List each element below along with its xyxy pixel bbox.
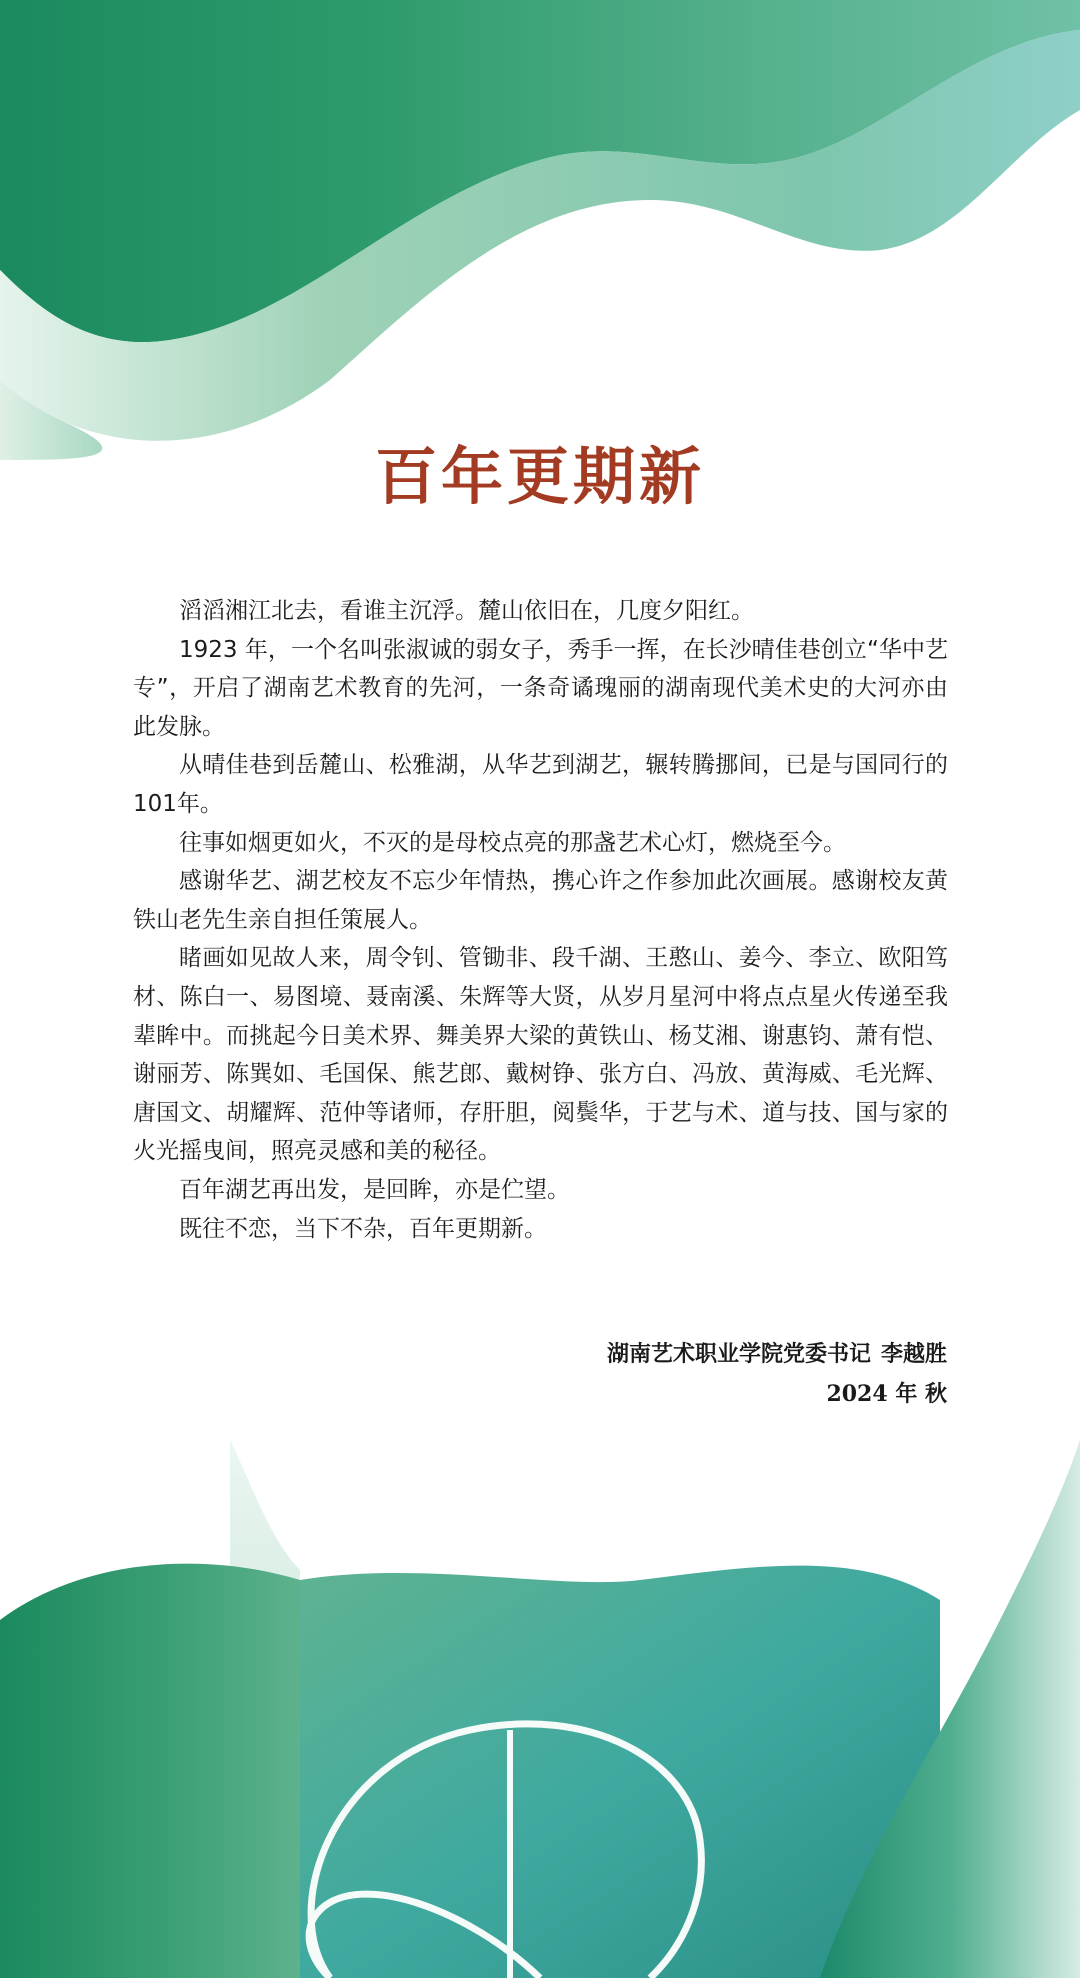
- paragraph: 感谢华艺、湖艺校友不忘少年情热，携心许之作参加此次画展。感谢校友黄铁山老先生亲自担任策展人。: [133, 868, 948, 933]
- bottom-wave-decoration: [0, 1440, 1080, 1978]
- paragraph: 百年湖艺再出发，是回眸，亦是伫望。: [179, 1176, 570, 1203]
- paragraph: 既往不恋，当下不杂，百年更期新。: [179, 1215, 547, 1242]
- paragraph: 1923 年，一个名叫张淑诚的弱女子，秀手一挥，在长沙晴佳巷创立“华中艺专”，开启了湖南艺术教育的先河，一条奇谲瑰丽的湖南现代美术史的大河亦由此发脉。: [133, 636, 948, 740]
- bottom-wave-center: [300, 1566, 940, 1978]
- signature-name: 李越胜: [880, 1341, 947, 1367]
- paragraph: 往事如烟更如火，不灭的是母校点亮的那盏艺术心灯，燃烧至今。: [179, 829, 846, 856]
- signature-date: 2024 年 秋: [826, 1381, 947, 1407]
- paragraph: 从晴佳巷到岳麓山、松雅湖，从华艺到湖艺，辗转腾挪间，已是与国同行的101年。: [133, 752, 948, 817]
- paragraph: 睹画如见故人来，周令钊、管锄非、段千湖、王憨山、姜今、李立、欧阳笃材、陈白一、易图境、聂南溪、朱辉等大贤，从岁月星河中将点点星火传递至我辈眸中。而挑起今日美术界、舞美界大梁的黄铁山、杨艾湘、谢惠钧、萧有恺、谢丽芳、陈巽如、毛国保、熊艺郎、戴树铮、张方白、冯放、黄海威、毛光辉、唐国文、胡耀辉、范仲等诸师，存肝胆，阅鬓华，于艺与术、道与技、国与家的火光摇曳间，照亮灵感和美的秘径。: [133, 945, 948, 1165]
- paragraph: 滔滔湘江北去，看谁主沉浮。麓山依旧在，几度夕阳红。: [179, 598, 754, 624]
- signature-org: 湖南艺术职业学院党委书记: [606, 1341, 871, 1367]
- signature-line: [607, 1334, 947, 1374]
- poster-title: 百年更期新: [374, 440, 705, 513]
- top-wave-decoration: [0, 0, 1080, 460]
- signature-block: [607, 1334, 947, 1414]
- preface-body: [133, 592, 948, 1248]
